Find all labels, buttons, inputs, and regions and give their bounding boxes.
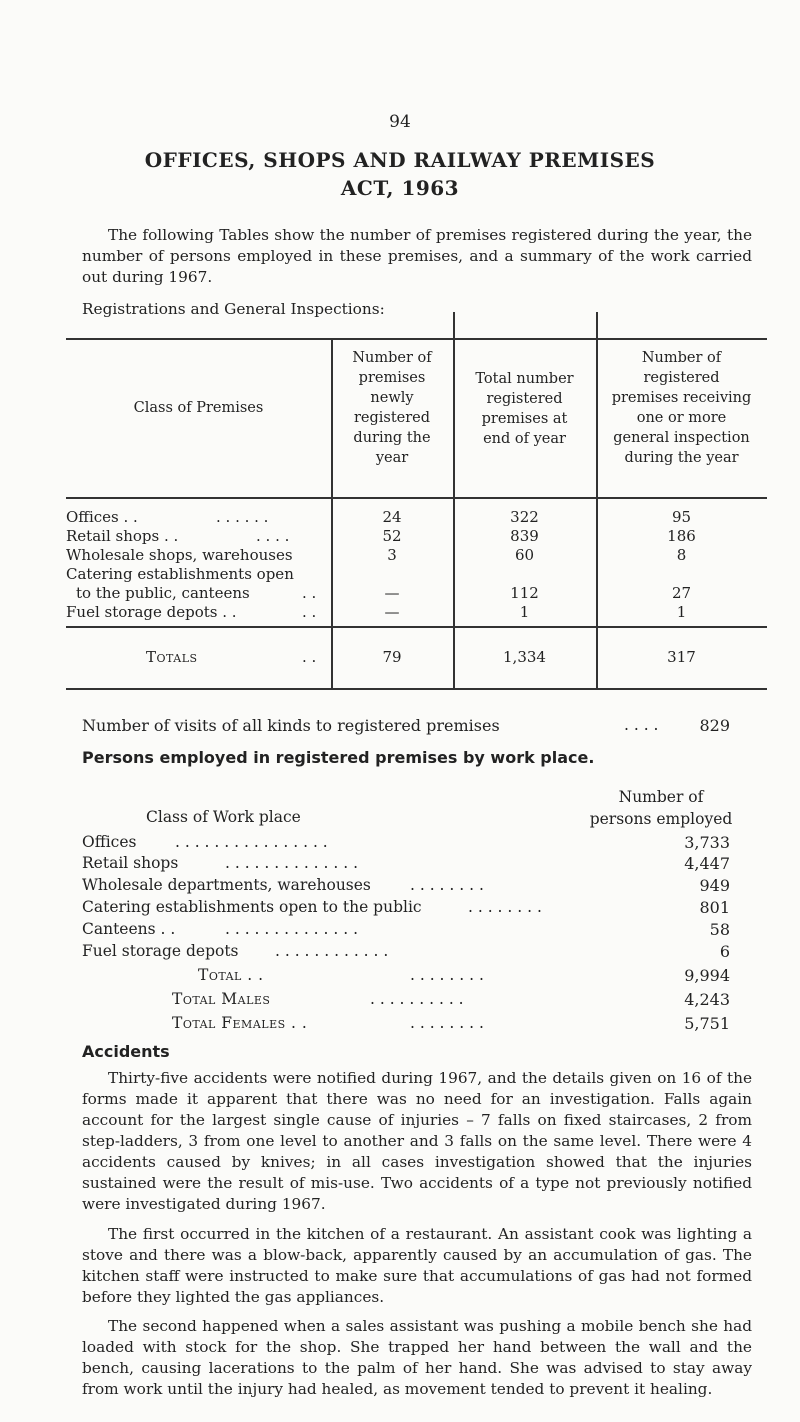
header-inspections: Number of registered premises receiving one or more general inspection during the year: [611, 350, 752, 466]
registrations-label: Registrations and General Inspections:: [82, 300, 385, 318]
document-page: 94 OFFICES, SHOPS AND RAILWAY PREMISES ACT, 1963 The following Tables show the number of premises registered during the year, the number of persons employed in these premises, and a summary of the work carried out during 1967. Registrations and General Inspections: Class of Premises Number of premises newly registered during the year Total number registered premises at end of year Number of registered premises receiving one or more general inspection during the year Offices . . . . . . . . 24 322 95 Retail shops . . . . . . 52 839 186 Wholesale shops, warehouses 3 60 8 Catering establishments open to the public, canteens . . — 112 27 Fuel storage depots . . . . — 1 1 Totals . . 79 1,334 317 Number of visits of all kinds to registered premises . . . . 829 Persons employed in registered premises by work place. Class of Work place Number of persons employed Offices . . . . . . . . . . . . . . . . 3,733 Retail shops . . . . . . . . . . . . . . 4,447 Wholesale departments, warehouses . . . . . . . . 949 Catering establishments open to the public . . . . . . . . 801 Canteens . . . . . . . . . . . . . . . . 58 Fuel storage depots . . . . . . . . . . . . 6 Total . . . . . . . . . . 9,994 Total Males . . . . . . . . . . 4,243 Total Females . . . . . . . . . . 5,751 Accidents Thirty-five accidents were notified during 1967, and the details given on 16 of the forms made it apparent that there was no need for an investigation. Falls again account for the largest single cause of injuries – 7 falls on fixed staircases, 2 from step-ladders, 3 from one level to another and 3 falls on the same level. There were 4 accidents caused by knives; in all cases investigation showed that the injuries sustained were the result of mis-use. Two accidents of a type not previously notified were investigated during 1967. The first occurred in the kitchen of a restaurant. An assistant cook was lighting a stove and there was a blow-back, apparently caused by an accumulation of gas. The kitchen staff were instructed to make sure that accumulations of gas had not formed before they lighted the gas appliances. The second happened when a sales assistant was pushing a mobile bench she had loaded with stock for the shop. She trapped her hand between the wall and the bench, causing lacerations to the palm of her hand. She was advised to stay away from work until the injury had healed, as movement tended to prevent it healing.: [0, 0, 800, 1422]
accidents-paragraph-3: The second happened when a sales assistant was pushing a mobile bench she had loaded with stock for the shop. She trapped her hand between the wall and the bench, causing lacerations to the palm of her hand. She was advised to stay away from work until the injury had healed, as movement tended to prevent it healing.: [82, 1317, 752, 1398]
table-bottom-rule: [66, 688, 767, 690]
accidents-heading: Accidents: [82, 1042, 170, 1061]
intro-paragraph: The following Tables show the number of premises registered during the year, the number of persons employed in these premises, and a summary of the work carried out during 1967.: [82, 226, 752, 286]
registrations-table: Class of Premises Number of premises newly registered during the year Total number registered premises at end of year Number of registered premises receiving one or more general inspection during the year Offices . . . . . . . . 24 322 95 Retail shops . . . . . . 52 839 186 Wholesale shops, warehouses 3 60 8 Catering establishments open to the public, canteens . . — 112 27 Fuel storage depots . . . . — 1 1 Totals . . 79 1,334 317: [66, 312, 767, 688]
persons-col-right: Number of persons employed: [589, 788, 733, 828]
table-top-rule: [66, 338, 767, 340]
table-totals-rule: [66, 626, 767, 628]
accidents-paragraph-2: The first occurred in the kitchen of a restaurant. An assistant cook was lighting a stove and there was a blow-back, apparently caused by an accumulation of gas. The kitchen staff were instructed to make sure that accumulations of gas had not formed before they lighted the gas appliances.: [82, 1225, 752, 1306]
accidents-paragraph-1: Thirty-five accidents were notified during 1967, and the details given on 16 of the forms made it apparent that there was no need for an investigation. Falls again account for the largest single cause of injuries – 7 falls on fixed staircases, 2 from step-ladders, 3 from one level to another and 3 falls on the same level. There were 4 accidents caused by knives; in all cases investigation showed that the injuries sustained were the result of mis-use. Two accidents of a type not previously notified were investigated during 1967.: [82, 1069, 752, 1213]
persons-col-left: Class of Work place: [146, 808, 301, 826]
page-title: OFFICES, SHOPS AND RAILWAY PREMISES: [144, 148, 656, 172]
persons-heading: Persons employed in registered premises by work place.: [82, 748, 595, 767]
page-subtitle: ACT, 1963: [340, 176, 460, 200]
header-total-registered: Total number registered premises at end of year: [475, 371, 574, 447]
header-newly-registered: Number of premises newly registered during the year: [352, 350, 432, 466]
page-number: 94: [389, 112, 411, 132]
header-class-of-premises: Class of Premises: [133, 400, 264, 416]
table-header-rule: [66, 497, 767, 499]
